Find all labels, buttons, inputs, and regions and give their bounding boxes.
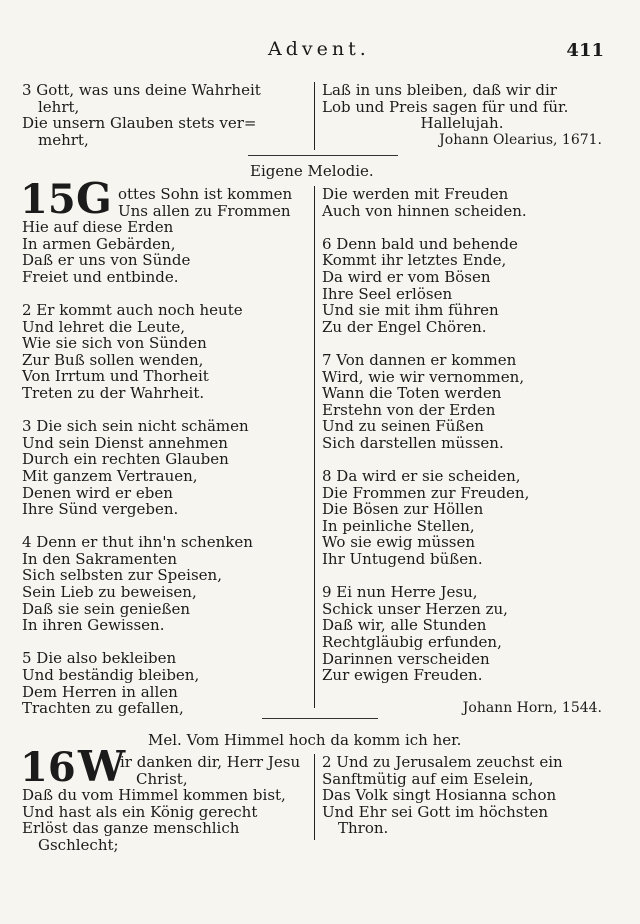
verse-line: Das Volk singt Hosianna schon bbox=[322, 786, 557, 805]
verse-line: 8 Da wird er sie scheiden, bbox=[322, 467, 521, 486]
dropcap-letter: W bbox=[78, 742, 126, 791]
verse-line: Denen wird er eben bbox=[22, 483, 173, 502]
verse-line: Thron. bbox=[338, 819, 389, 838]
verse-line: 9 Ei nun Herre Jesu, bbox=[322, 583, 478, 602]
verse-line: In ihren Gewissen. bbox=[22, 616, 165, 635]
verse-line: ottes Sohn ist kommen bbox=[118, 185, 293, 203]
verse-line: 3 Gott, was uns deine Wahrheit bbox=[22, 81, 261, 99]
verse-line: Und sie mit ihm führen bbox=[322, 301, 499, 320]
column-divider bbox=[314, 186, 315, 708]
verse-line: Wo sie ewig müssen bbox=[322, 533, 476, 552]
verse-line: Wird, wie wir vernommen, bbox=[322, 367, 525, 386]
verse-line: Wie sie sich von Sünden bbox=[22, 334, 207, 353]
verse-line: In peinliche Stellen, bbox=[322, 516, 475, 535]
verse-line: Und beständig bleiben, bbox=[22, 666, 200, 685]
verse-line: Daß du vom Himmel kommen bist, bbox=[22, 786, 286, 804]
verse-line: Treten zu der Wahrheit. bbox=[22, 383, 205, 402]
dropcap-letter: G bbox=[76, 174, 112, 223]
verse-line: Durch ein rechten Glauben bbox=[22, 450, 229, 469]
verse-line: 7 Von dannen er kommen bbox=[322, 350, 517, 369]
verse-line: Sanftmütig auf eim Eselein, bbox=[322, 769, 534, 788]
running-header-title: Advent. bbox=[268, 38, 370, 60]
hymn-author: Johann Olearius, 1671. bbox=[439, 131, 602, 148]
verse-line: Zur ewigen Freuden. bbox=[322, 666, 483, 685]
verse-line: Lob und Preis sagen für und für. bbox=[322, 97, 569, 116]
hallelujah-line: Hallelujah. bbox=[420, 114, 504, 133]
section-rule bbox=[248, 155, 398, 156]
verse-line: Sein Lieb zu beweisen, bbox=[22, 583, 197, 602]
hymn16-right-column bbox=[322, 754, 612, 837]
hymn16-left-column bbox=[22, 787, 312, 853]
verse-line: Wann die Toten werden bbox=[322, 384, 502, 403]
top-right-column bbox=[322, 82, 602, 148]
hymn-author: Johann Horn, 1544. bbox=[462, 700, 602, 717]
verse-line: Darinnen verscheiden bbox=[322, 649, 490, 668]
verse-line: Daß wir, alle Stunden bbox=[322, 616, 487, 635]
verse-line: 4 Denn er thut ihn'n schenken bbox=[22, 533, 253, 552]
verse-line: Hie auf diese Erden bbox=[22, 218, 174, 236]
verse-line: Und zu seinen Füßen bbox=[322, 417, 484, 436]
section-rule bbox=[262, 718, 378, 719]
verse-line: mehrt, bbox=[38, 130, 89, 149]
verse-line: lehrt, bbox=[38, 97, 80, 116]
verse-line: 5 Die also bekleiben bbox=[22, 649, 177, 668]
verse-line: 2 Er kommt auch noch heute bbox=[22, 300, 243, 319]
verse-line: Ihr Untugend büßen. bbox=[322, 550, 483, 569]
column-divider bbox=[314, 754, 315, 840]
hymn-number: 16 bbox=[20, 744, 76, 791]
verse-line: 3 Die sich sein nicht schämen bbox=[22, 417, 249, 436]
verse-line: Und lehret die Leute, bbox=[22, 317, 186, 336]
verse-line: 2 Und zu Jerusalem zeuchst ein bbox=[322, 753, 563, 771]
column-divider bbox=[314, 82, 315, 150]
verse-line: Gschlecht; bbox=[38, 835, 119, 854]
verse-line: Da wird er vom Bösen bbox=[322, 267, 491, 286]
verse-line: ir danken dir, Herr Jesu bbox=[120, 753, 301, 771]
verse-line: Die Bösen zur Höllen bbox=[322, 500, 484, 519]
verse-line: Daß er uns von Sünde bbox=[22, 251, 191, 270]
verse-line: 6 Denn bald und behende bbox=[322, 234, 518, 253]
verse-line: Ihre Sünd vergeben. bbox=[22, 500, 179, 519]
melody-caption: Eigene Melodie. bbox=[250, 162, 374, 180]
verse-line: Zur Buß sollen wenden, bbox=[22, 350, 204, 369]
verse-line: Und Ehr sei Gott im höchsten bbox=[322, 802, 549, 821]
top-left-column bbox=[22, 82, 308, 148]
hymn15-first-lines bbox=[118, 186, 310, 219]
verse-line: Sich selbsten zur Speisen, bbox=[22, 566, 222, 585]
verse-line: In armen Gebärden, bbox=[22, 234, 176, 253]
verse-line: Christ, bbox=[136, 769, 188, 788]
verse-line: Laß in uns bleiben, daß wir dir bbox=[322, 81, 557, 99]
verse-line: Die Frommen zur Freuden, bbox=[322, 483, 530, 502]
page-number: 411 bbox=[566, 40, 604, 61]
verse-line: Ihre Seel erlösen bbox=[322, 284, 453, 303]
verse-line: Kommt ihr letztes Ende, bbox=[322, 251, 507, 270]
verse-line: In den Sakramenten bbox=[22, 549, 178, 568]
hymn16-first-lines bbox=[120, 754, 310, 787]
verse-line: Von Irrtum und Thorheit bbox=[22, 367, 209, 386]
verse-line: Sich darstellen müssen. bbox=[322, 433, 504, 452]
verse-line: Die unsern Glauben stets ver= bbox=[22, 114, 257, 133]
melody-caption: Mel. Vom Himmel hoch da komm ich her. bbox=[148, 731, 462, 749]
verse-line: Rechtgläubig erfunden, bbox=[322, 633, 502, 652]
hymn15-left-column bbox=[22, 219, 312, 717]
verse-line: Zu der Engel Chören. bbox=[322, 317, 487, 336]
verse-line: Trachten zu gefallen, bbox=[22, 699, 184, 718]
verse-line: Mit ganzem Vertrauen, bbox=[22, 466, 198, 485]
verse-line: Daß sie sein genießen bbox=[22, 599, 191, 618]
hymn15-right-column bbox=[322, 186, 602, 717]
verse-line: Und sein Dienst annehmen bbox=[22, 433, 228, 452]
verse-line: Auch von hinnen scheiden. bbox=[322, 201, 527, 220]
verse-line: Und hast als ein König gerecht bbox=[22, 802, 258, 821]
verse-line: Uns allen zu Frommen bbox=[118, 201, 291, 220]
verse-line: Dem Herren in allen bbox=[22, 682, 178, 701]
verse-line: Freiet und entbinde. bbox=[22, 267, 179, 286]
verse-line: Schick unser Herzen zu, bbox=[322, 599, 508, 618]
verse-line: Erstehn von der Erden bbox=[322, 400, 496, 419]
hymn-number: 15 bbox=[20, 176, 76, 223]
verse-line: Die werden mit Freuden bbox=[322, 185, 509, 203]
verse-line: Erlöst das ganze menschlich bbox=[22, 819, 240, 838]
